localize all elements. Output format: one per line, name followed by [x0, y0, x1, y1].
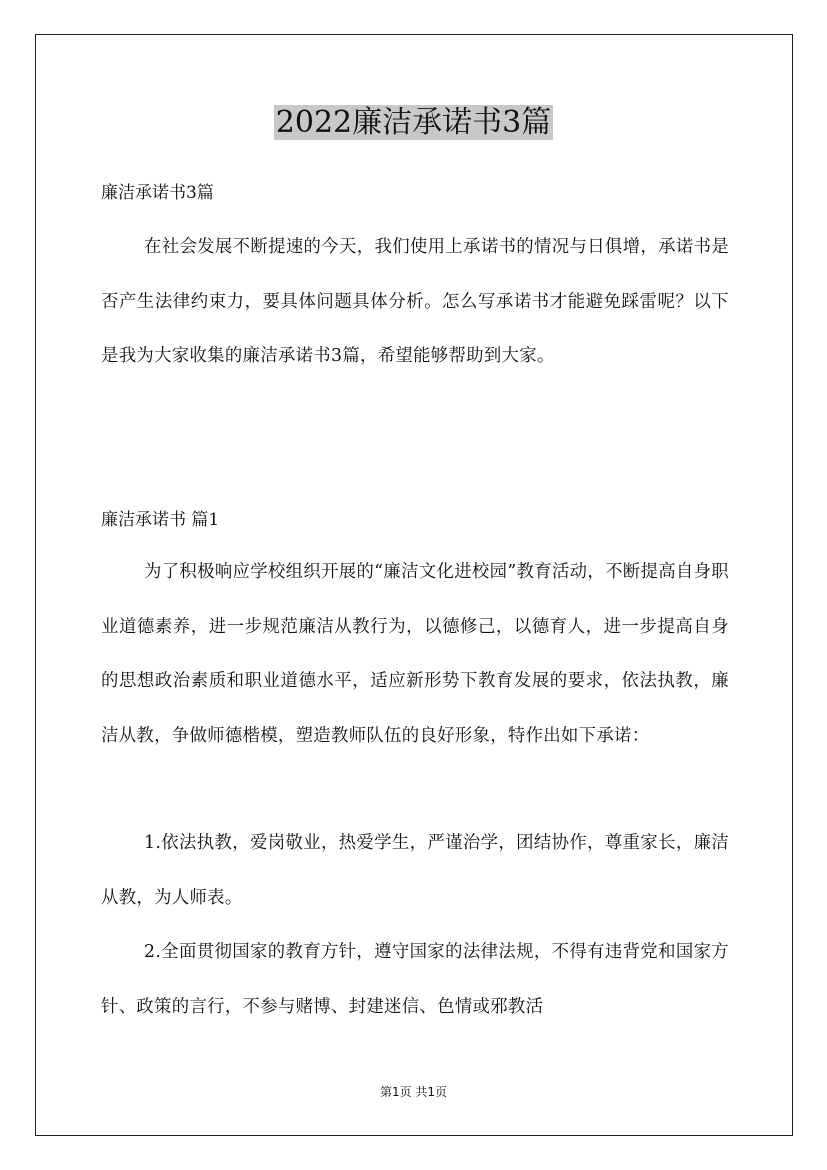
section1-paragraph: 为了积极响应学校组织开展的“廉洁文化进校园”教育活动，不断提高自身职业道德素养，进一步规范廉洁从教行为，以德修己，以德育人，进一步提高自身的思想政治素质和职业道德水平，适应新形势下教育发展的要求，依法执教，廉洁从教，争做师德楷模，塑造教师队伍的良好形象，特作出如下承诺： — [101, 562, 729, 746]
intro-paragraph: 在社会发展不断提速的今天，我们使用上承诺书的情况与日俱增，承诺书是否产生法律约束力，要具体问题具体分析。怎么写承诺书才能避免踩雷呢？以下是我为大家收集的廉洁承诺书3篇，希望能够帮助到大家。 — [101, 237, 729, 366]
intro-heading: 廉洁承诺书3篇 — [101, 183, 214, 203]
document-title-text: 2022廉洁承诺书3篇 — [275, 105, 552, 140]
commitment-item-1: 1.依法执教，爱岗敬业，热爱学生，严谨治学，团结协作，尊重家长，廉洁从教，为人师表。 — [101, 833, 729, 908]
section1-heading: 廉洁承诺书 篇1 — [101, 510, 220, 530]
document-title — [0, 100, 827, 146]
commitment-item-2: 2.全面贯彻国家的教育方针，遵守国家的法律法规，不得有违背党和国家方针、政策的言行，不参与赌博、封建迷信、色情或邪教活 — [101, 942, 729, 1017]
page-footer: 第1页 共1页 — [379, 1085, 448, 1099]
